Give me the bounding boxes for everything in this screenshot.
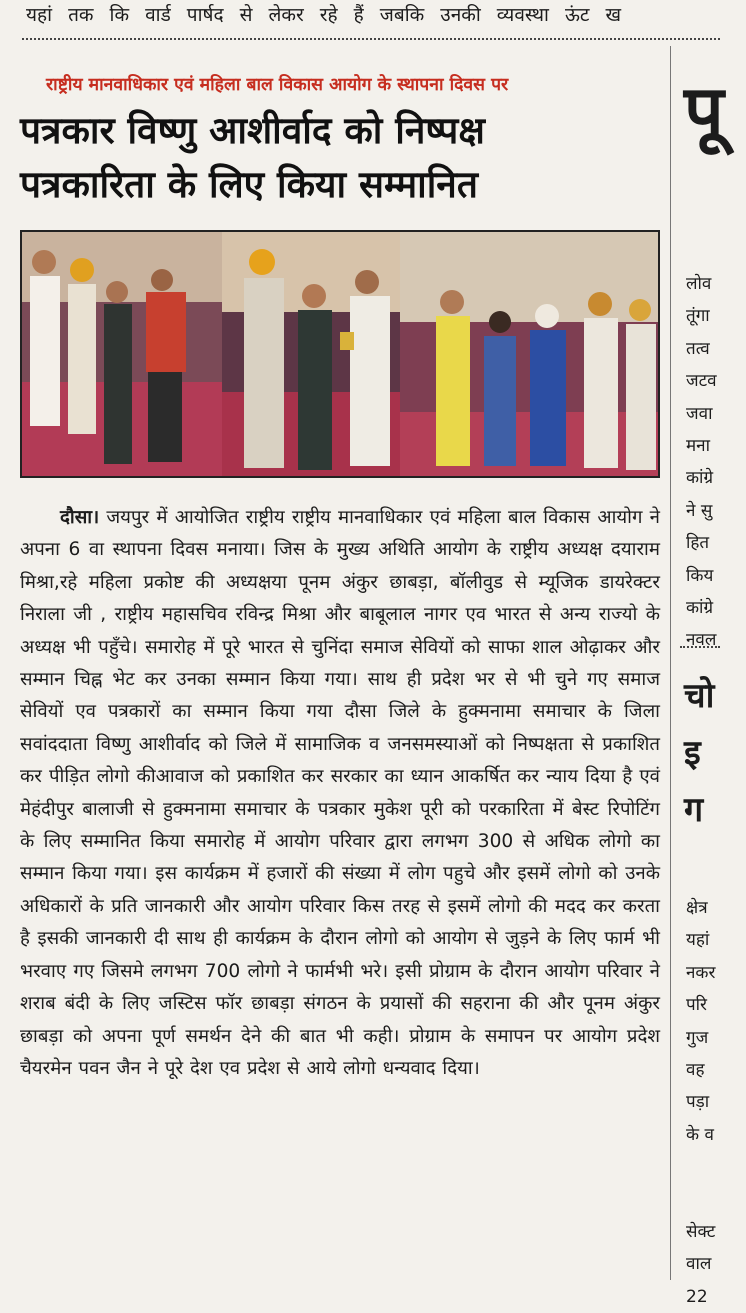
headline-line-2: पत्रकारिता के लिए किया सम्मानित <box>20 163 478 206</box>
line: क्षेत्र <box>686 898 708 918</box>
line: जटव <box>686 371 717 392</box>
dotted-separator <box>22 38 720 40</box>
line: कांग्रे <box>686 468 714 489</box>
photo-illustration <box>22 232 658 476</box>
adjacent-text-a <box>686 268 746 657</box>
article-dateline: दौसा। <box>60 507 100 528</box>
previous-article-tail: यहां तक कि वार्ड पार्षद से लेकर रहे हैं जबकि उनकी व्यवस्था ऊंट ख <box>26 4 622 26</box>
line: हित <box>686 533 710 554</box>
article-body-text: जयपुर में आयोजित राष्ट्रीय राष्ट्रीय मानवाधिकार एवं महिला बाल विकास आयोग ने अपना 6 वा स्थापना दिवस मनाया। जिस के मुख्य अथिति आयोग के राष्ट्रीय अध्यक्ष दयाराम मिश्रा,रहे महिला प्रकोष्ट की अध्यक्षया पूनम अंकुर छाबड़ा, बॉलीवुड से म्यूजिक डायरेक्टर निराला जी , राष्ट्रीय महासचिव रविन्द्र मिश्रा और बाबूलाल नागर एव भारत से अन्य राज्यो के अध्यक्ष भी पहुँचे। समारोह में पूरे भारत से चुनिंदा समाज सेवियों को साफा शाल ओढ़ाकर और सम्मान चिह्न भेट कर उनका सम्मान किया गया। साथ ही प्रदेश भर से भी चुने गए समाज सेवियों एव पत्रकारों का सम्मान किया गया दौसा जिले के हुक्मनामा समाचार के जिला सवांददाता विष्णु आशीर्वाद को जिले में सामाजिक व जनसमस्याओं को निष्पक्षता से प्रकाशित कर पीड़ित लोगो कीआवाज को प्रकाशित कर सरकार का ध्यान आकर्षित कर न्याय दिया है एवं मेहंदीपुर बालाजी से हुक्मनामा समाचार के पत्रकार मुकेश पूरी को परकारिता में बेस्ट रिपोटिंग के लिए सम्मानित किया समारोह में आयोग परिवार द्वारा लगभग 300 से अधिक लोगो का सम्मान किया गया। इस कार्यक्रम में हजारों की संख्या में लोग पहुचे और इसमें लोगो को उनके अधिकारों के प्रति जानकारी और आयोग परिवार किस तरह से इसमें लोगो की मदद कर करता है इसकी जानकारी दी साथ ही कार्यक्रम के दौरान लोगो को आयोग से जुड़ने के लिए फार्म भी भरवाए गए जिसमे लगभग 700 लोगो ने फार्मभी भरे। इसी प्रोग्राम के दौरान आयोग परिवार ने शराब बंदी के लिए जस्टिस फॉर छाबड़ा संगठन के प्रयासों की सहराना की और पूनम अंकुर छाबड़ा को अपना पूर्ण समर्थन देने की बात भी कही। प्रोग्राम के समापन पर आयोग प्रदेश चैयरमेन पवन जैन ने पूरे देश एव प्रदेश से आये लोगो धन्यवाद दिया। <box>20 507 660 1079</box>
line: परि <box>686 995 708 1016</box>
line: जवा <box>686 403 713 424</box>
line: यहां <box>686 930 710 951</box>
line: नवल <box>686 630 717 651</box>
adjacent-column <box>676 46 724 1307</box>
article-body <box>20 502 660 1085</box>
line: सेक्ट <box>686 1222 716 1242</box>
line: किय <box>686 565 714 586</box>
event-photo-collage <box>20 230 660 478</box>
article-kicker: राष्ट्रीय मानवाधिकार एवं महिला बाल विकास आयोग के स्थापना दिवस पर <box>46 75 509 95</box>
headline-fragment: चो <box>684 676 715 716</box>
dotted-separator <box>680 646 720 648</box>
line: तत्व <box>686 338 710 359</box>
line: वह <box>686 1060 705 1081</box>
adjacent-headline <box>684 668 744 839</box>
line: ने सु <box>686 500 713 521</box>
adjacent-headline-glyph: पू <box>684 70 724 152</box>
line: गुज <box>686 1027 709 1048</box>
headline-fragment: इ <box>684 733 701 773</box>
line: के व <box>686 1124 714 1145</box>
headline-fragment: ग <box>684 790 704 830</box>
line: लोव <box>686 274 712 294</box>
adjacent-text-c <box>686 1216 746 1313</box>
line: कांग्रे <box>686 598 714 619</box>
line: नकर <box>686 962 716 983</box>
news-article <box>18 58 666 1280</box>
line: 22 <box>686 1286 708 1307</box>
line: तूंगा <box>686 306 710 327</box>
line: पड़ा <box>686 1092 710 1113</box>
line: मना <box>686 436 711 457</box>
article-headline <box>20 104 666 212</box>
line: वाल <box>686 1254 712 1275</box>
adjacent-text-b <box>686 892 746 1151</box>
column-divider <box>670 46 671 1280</box>
headline-line-1: पत्रकार विष्णु आशीर्वाद को निष्पक्ष <box>20 109 485 152</box>
